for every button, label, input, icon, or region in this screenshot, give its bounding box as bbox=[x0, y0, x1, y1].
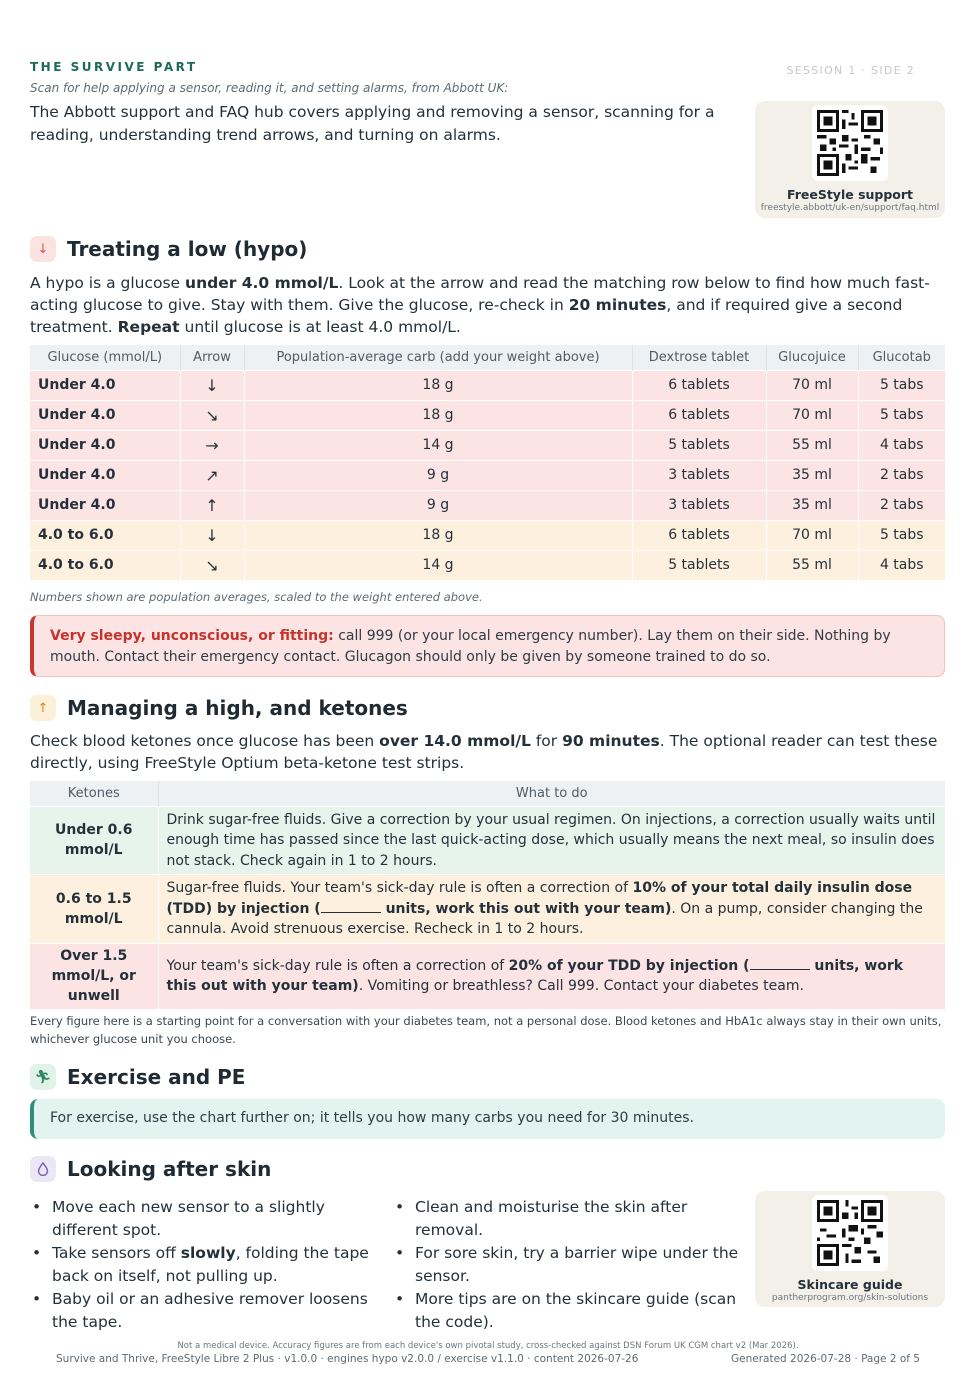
hypo-intro: A hypo is a glucose under 4.0 mmol/L. Look at the arrow and read the matching row below to find how much fast-acting glucose to give. Stay with them. Give the glucose, re-check in 20 minutes, and if required give a second treatment. Repeat until glucose is at least 4.0 mmol/L. bbox=[30, 274, 930, 336]
trend-arrow-icon: → bbox=[180, 430, 244, 460]
dextrose-cell: 3 tablets bbox=[632, 490, 766, 520]
trend-arrow-icon: ↓ bbox=[180, 370, 244, 400]
table-header-row bbox=[30, 781, 945, 806]
skin-tips-left bbox=[30, 1196, 382, 1334]
glucojuice-cell: 70 ml bbox=[766, 370, 858, 400]
glucotab-cell: 5 tabs bbox=[858, 400, 945, 430]
table-row bbox=[30, 520, 945, 550]
emergency-alert: Very sleepy, unconscious, or fitting: call 999 (or your local emergency number). Lay them on their side. Nothing by mouth. Contact their emergency contact. Glucagon should only be given by someone trained to do so. bbox=[30, 615, 945, 677]
table-row bbox=[30, 875, 945, 944]
glucose-cell: Under 4.0 bbox=[30, 430, 180, 460]
section-skin-heading bbox=[30, 1156, 271, 1182]
qr-title: FreeStyle support bbox=[786, 187, 914, 202]
list-item: • Baby oil or an adhesive remover loosens the tape. bbox=[30, 1288, 382, 1333]
ketone-level: Under 0.6 mmol/L bbox=[30, 806, 158, 875]
column-header: Glucojuice bbox=[766, 345, 858, 370]
section-hypo-heading bbox=[30, 236, 307, 262]
table-row bbox=[30, 943, 945, 1009]
section-high-heading bbox=[30, 695, 408, 721]
ketone-level: 0.6 to 1.5 mmol/L bbox=[30, 875, 158, 944]
person-running-icon: 🏃︎ bbox=[30, 1064, 56, 1090]
ketones-table bbox=[30, 781, 945, 1009]
footer-version: Survive and Thrive, FreeStyle Libre 2 Plus · v1.0.0 · engines hypo v2.0.0 / exercise v1.1.0 · content 2026-07-26 bbox=[56, 1353, 639, 1365]
glucojuice-cell: 35 ml bbox=[766, 460, 858, 490]
section-exercise-heading bbox=[30, 1064, 245, 1090]
glucose-cell: 4.0 to 6.0 bbox=[30, 520, 180, 550]
glucotab-cell: 2 tabs bbox=[858, 460, 945, 490]
list-item: • More tips are on the skincare guide (scan the code). bbox=[393, 1288, 743, 1333]
column-header: Glucose (mmol/L) bbox=[30, 345, 180, 370]
arrow-up-icon: ↑ bbox=[30, 695, 56, 721]
column-header: Arrow bbox=[180, 345, 244, 370]
glucose-cell: Under 4.0 bbox=[30, 370, 180, 400]
glucose-cell: Under 4.0 bbox=[30, 460, 180, 490]
trend-arrow-icon: ↘ bbox=[180, 550, 244, 580]
section-title: Managing a high, and ketones bbox=[67, 696, 408, 720]
carb-cell: 14 g bbox=[244, 550, 632, 580]
high-intro: Check blood ketones once glucose has been over 14.0 mmol/L for 90 minutes. The optional reader can test these directly, using FreeStyle Optium beta-ketone test strips. bbox=[30, 732, 938, 772]
table-row bbox=[30, 400, 945, 430]
glucotab-cell: 5 tabs bbox=[858, 370, 945, 400]
section-title: Treating a low (hypo) bbox=[67, 237, 308, 261]
trend-arrow-icon: ↑ bbox=[180, 490, 244, 520]
table-row bbox=[30, 430, 945, 460]
carb-cell: 18 g bbox=[244, 520, 632, 550]
glucojuice-cell: 70 ml bbox=[766, 520, 858, 550]
carb-cell: 18 g bbox=[244, 370, 632, 400]
trend-arrow-icon: ↓ bbox=[180, 520, 244, 550]
glucojuice-cell: 35 ml bbox=[766, 490, 858, 520]
table-row bbox=[30, 806, 945, 875]
ketone-action: Your team's sick-day rule is often a correction of 20% of your TDD by injection ( units, work this out with your team). Vomiting or breathless? Call 999. Contact your diabetes team. bbox=[158, 943, 945, 1009]
table-row bbox=[30, 460, 945, 490]
qr-url[interactable]: pantherprogram.org/skin-solutions bbox=[771, 1293, 929, 1303]
exercise-note: For exercise, use the chart further on; it tells you how many carbs you need for 30 minutes. bbox=[30, 1099, 945, 1139]
session-label: SESSION 1 · SIDE 2 bbox=[786, 64, 915, 77]
ketone-action: Drink sugar-free fluids. Give a correction by your usual regimen. On injections, a correction usually waits until enough time has passed since the last quick-acting dose, which usually means the next meal, so insulin does not stack. Check again in 1 to 2 hours. bbox=[158, 806, 945, 875]
ketone-level: Over 1.5 mmol/L, or unwell bbox=[30, 943, 158, 1009]
list-item: • Clean and moisturise the skin after removal. bbox=[393, 1196, 743, 1241]
dextrose-cell: 5 tablets bbox=[632, 550, 766, 580]
arrow-down-icon: ↓ bbox=[30, 236, 56, 262]
table-row bbox=[30, 490, 945, 520]
glucotab-cell: 2 tabs bbox=[858, 490, 945, 520]
hub-description: The Abbott support and FAQ hub covers applying and removing a sensor, scanning for a reading, understanding trend arrows, and turning on alarms. bbox=[30, 103, 715, 144]
glucotab-cell: 5 tabs bbox=[858, 520, 945, 550]
dextrose-cell: 6 tablets bbox=[632, 400, 766, 430]
glucotab-cell: 4 tabs bbox=[858, 550, 945, 580]
table-header-row bbox=[30, 345, 945, 370]
list-item: • Take sensors off slowly, folding the tape back on itself, not pulling up. bbox=[30, 1242, 382, 1287]
qr-title: Skincare guide bbox=[797, 1277, 903, 1292]
list-item: • For sore skin, try a barrier wipe under the sensor. bbox=[393, 1242, 743, 1287]
qr-code-icon bbox=[812, 1195, 888, 1271]
carb-cell: 14 g bbox=[244, 430, 632, 460]
dextrose-cell: 6 tablets bbox=[632, 520, 766, 550]
glucose-cell: Under 4.0 bbox=[30, 400, 180, 430]
column-header: What to do bbox=[158, 781, 945, 806]
dextrose-cell: 3 tablets bbox=[632, 460, 766, 490]
ketone-action: Sugar-free fluids. Your team's sick-day rule is often a correction of 10% of your total daily insulin dose (TDD) by injection ( units, work this out with your team). On a pump, consider changing the cannula. Avoid strenuous exercise. Recheck in 1 to 2 hours. bbox=[158, 875, 945, 944]
table-row bbox=[30, 550, 945, 580]
column-header: Population-average carb (add your weight above) bbox=[244, 345, 632, 370]
column-header: Glucotab bbox=[858, 345, 945, 370]
qr-code-icon bbox=[812, 105, 888, 181]
glucojuice-cell: 70 ml bbox=[766, 400, 858, 430]
footer-disclaimer: Not a medical device. Accuracy figures are from each device's own pivotal study, cross-checked against DSN Forum UK CGM chart v2 (Mar 2026). bbox=[177, 1341, 799, 1351]
scan-hint: Scan for help applying a sensor, reading it, and setting alarms, from Abbott UK: bbox=[30, 81, 509, 95]
part-label: THE SURVIVE PART bbox=[30, 60, 198, 74]
column-header: Ketones bbox=[30, 781, 158, 806]
glucojuice-cell: 55 ml bbox=[766, 550, 858, 580]
section-title: Exercise and PE bbox=[67, 1065, 246, 1089]
list-item: • Move each new sensor to a slightly different spot. bbox=[30, 1196, 382, 1241]
glucose-cell: Under 4.0 bbox=[30, 490, 180, 520]
qr-card-freestyle-support[interactable] bbox=[755, 101, 945, 218]
units-blank[interactable] bbox=[321, 900, 381, 913]
glucotab-cell: 4 tabs bbox=[858, 430, 945, 460]
dextrose-cell: 6 tablets bbox=[632, 370, 766, 400]
hypo-table bbox=[30, 345, 945, 580]
glucojuice-cell: 55 ml bbox=[766, 430, 858, 460]
ketones-note: Every figure here is a starting point for a conversation with your diabetes team, not a personal dose. Blood ketones and HbA1c always stay in their own units, whichever glucose unit you choose. bbox=[30, 1014, 942, 1046]
footer-page-info: Generated 2026-07-28 · Page 2 of 5 bbox=[731, 1353, 920, 1365]
carb-cell: 18 g bbox=[244, 400, 632, 430]
section-title: Looking after skin bbox=[67, 1157, 272, 1181]
droplet-icon bbox=[30, 1156, 56, 1182]
table-row bbox=[30, 370, 945, 400]
carb-cell: 9 g bbox=[244, 490, 632, 520]
units-blank[interactable] bbox=[750, 957, 810, 970]
dextrose-cell: 5 tablets bbox=[632, 430, 766, 460]
trend-arrow-icon: ↗ bbox=[180, 460, 244, 490]
carb-cell: 9 g bbox=[244, 460, 632, 490]
skin-tips-right bbox=[393, 1196, 743, 1334]
column-header: Dextrose tablet bbox=[632, 345, 766, 370]
trend-arrow-icon: ↘ bbox=[180, 400, 244, 430]
hypo-table-note: Numbers shown are population averages, scaled to the weight entered above. bbox=[30, 590, 483, 604]
qr-url[interactable]: freestyle.abbott/uk-en/support/faq.html bbox=[760, 203, 940, 213]
qr-card-skincare[interactable] bbox=[755, 1191, 945, 1307]
glucose-cell: 4.0 to 6.0 bbox=[30, 550, 180, 580]
